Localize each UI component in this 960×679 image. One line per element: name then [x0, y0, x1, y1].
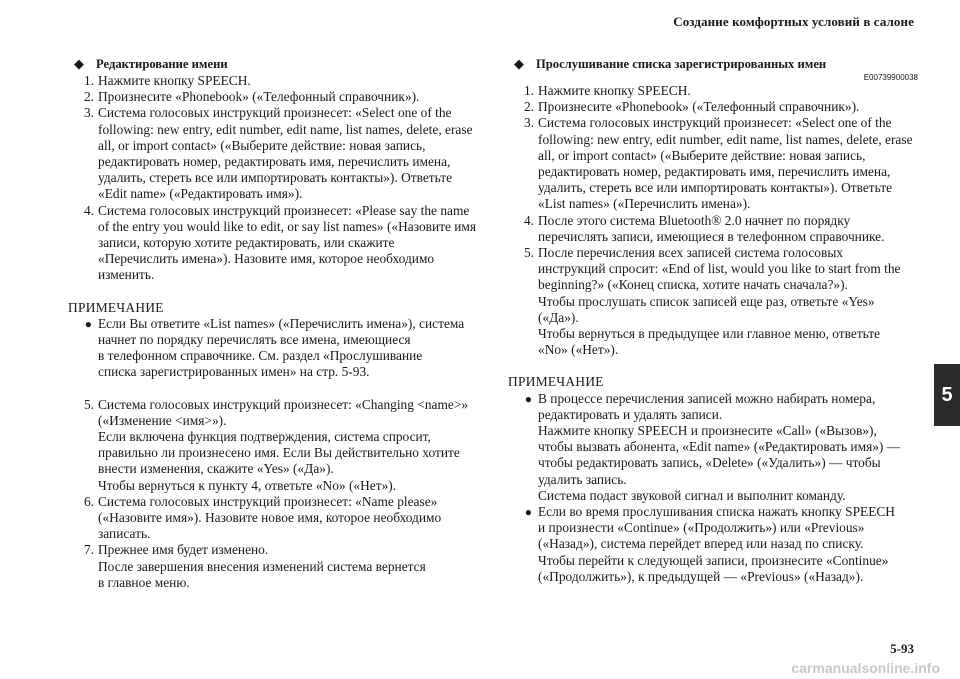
step-text-line: beginning?» («Конец списка, хотите начать сначала?»).: [538, 277, 848, 293]
step-item: [68, 203, 480, 284]
step-text-line: Система голосовых инструкций произнесет: «Select one of the: [98, 105, 452, 121]
note-text-line: списка зарегистрированных имен» на стр. 5-93.: [98, 364, 370, 380]
step-text-line: «List names» («Перечислить имена»).: [538, 196, 751, 212]
step-text-line: «Edit name» («Редактировать имя»).: [98, 186, 303, 202]
step-number: 4.: [523, 212, 534, 228]
list-names-steps: [508, 83, 918, 358]
step-text-line: Нажмите кнопку SPEECH.: [538, 83, 691, 98]
note-text-line: («Назад»), система перейдет вперед или назад по списку.: [538, 536, 864, 552]
step-text-line: редактировать номер, редактировать имя, перечислить имена,: [98, 154, 451, 170]
step-text-line: в главное меню.: [98, 574, 190, 590]
step-text-line: Произнесите «Phonebook» («Телефонный справочник»).: [538, 99, 860, 115]
running-header: Создание комфортных условий в салоне: [673, 14, 914, 29]
step-text-line: записать.: [98, 526, 151, 542]
note-title: ПРИМЕЧАНИЕ: [68, 299, 164, 315]
step-number: 7.: [83, 542, 94, 558]
step-item: [508, 245, 918, 358]
step-text-line: («Назовите имя»). Назовите новое имя, которое необходимо: [98, 510, 442, 526]
step-item: [68, 494, 480, 543]
step-text-line: После перечисления всех записей система голосовых: [538, 245, 844, 261]
step-text-line: of the entry you would like to edit, or say list names» («Назовите имя: [98, 218, 477, 234]
step-text-line: инструкций спросит: «End of list, would you like to start from the: [538, 261, 901, 277]
step-text-line: перечислять записи, имеющиеся в телефонном справочнике.: [538, 228, 885, 244]
step-text-line: «No» («Нет»).: [538, 342, 619, 358]
step-text-line: Система голосовых инструкций произнесет: «Select one of the: [538, 115, 892, 131]
step-item: [68, 542, 480, 591]
step-number: 2.: [83, 89, 94, 105]
step-number: 2.: [523, 99, 534, 115]
step-number: 5.: [523, 245, 534, 261]
step-item: [68, 89, 480, 105]
step-text-line: редактировать номер, редактировать имя, перечислить имена,: [538, 164, 891, 180]
step-number: 1.: [523, 83, 534, 98]
edit-name-steps-continued: [68, 397, 480, 591]
page-number: 5-93: [890, 641, 914, 656]
step-text-line: Произнесите «Phonebook» («Телефонный справочник»).: [98, 89, 420, 105]
step-number: 3.: [523, 115, 534, 131]
step-text-line: правильно ли произнесено имя. Если Вы действительно хотите: [98, 445, 460, 461]
note-text-line: Нажмите кнопку SPEECH и произнесите «Call» («Вызов»),: [538, 423, 877, 439]
step-item: [68, 105, 480, 202]
step-number: 1.: [83, 73, 94, 88]
note-bullet: [68, 316, 480, 381]
watermark: carmanualsonline.info: [791, 660, 940, 676]
right-column: [508, 56, 918, 585]
bullet-dot-icon: ●: [524, 391, 532, 406]
bullet-dot-icon: ●: [524, 505, 532, 520]
note-text-line: В процессе перечисления записей можно набирать номера,: [538, 390, 876, 406]
step-text-line: Чтобы прослушать список записей еще раз, ответьте «Yes»: [538, 293, 875, 309]
step-text-line: Чтобы вернуться в предыдущее или главное меню, ответьте: [538, 326, 881, 342]
step-text-line: Если включена функция подтверждения, система спросит,: [98, 429, 431, 445]
step-text-line: После завершения внесения изменений система вернется: [98, 558, 426, 574]
step-text-line: Система голосовых инструкций произнесет: «Please say the name: [98, 202, 470, 218]
note-bullet: [508, 504, 918, 585]
step-text-line: («Да»).: [538, 309, 579, 325]
note-text-line: чтобы вызвать абонента, «Edit name» («Редактировать имя») —: [538, 439, 901, 455]
step-text-line: удалить, стереть все или импортировать контакты»). Ответьте: [98, 170, 453, 186]
step-text-line: записи, которую хотите редактировать, или скажите: [98, 235, 395, 251]
step-text-line: following: new entry, edit number, edit name, list names, delete, erase: [538, 131, 913, 147]
note-text-line: Если Вы ответите «List names» («Перечислить имена»), система: [98, 315, 465, 331]
step-text-line: изменить.: [98, 267, 155, 283]
step-number: 6.: [83, 493, 94, 509]
edit-name-steps: [68, 73, 480, 284]
step-text-line: Нажмите кнопку SPEECH.: [98, 73, 251, 88]
step-number: 5.: [83, 396, 94, 412]
note-text-line: Если во время прослушивания списка нажать кнопку SPEECH: [538, 504, 895, 520]
left-column: [68, 56, 480, 591]
note-text-line: редактировать и удалять записи.: [538, 406, 723, 422]
diamond-bullet-icon: ◆: [74, 56, 84, 72]
step-text-line: «Перечислить имена»). Назовите имя, которое необходимо: [98, 251, 435, 267]
section-code: E00739900038: [863, 73, 918, 82]
step-text-line: following: new entry, edit number, edit name, list names, delete, erase: [98, 121, 473, 137]
chapter-tab: 5: [934, 364, 960, 426]
note-bullets: [508, 391, 918, 585]
section-title-edit-name: ◆ Редактирование имени: [74, 56, 228, 72]
step-number: 4.: [83, 202, 94, 218]
step-item: [508, 115, 918, 212]
note-text-line: и произнести «Continue» («Продолжить») или «Previous»: [538, 520, 865, 536]
step-text-line: Система голосовых инструкций произнесет: «Changing <name>»: [98, 396, 469, 412]
note-text-line: удалить запись.: [538, 471, 627, 487]
section-title-list-names: ◆ Прослушивание списка зарегистрированных имен: [514, 56, 827, 72]
step-item: [508, 99, 918, 115]
step-text-line: all, or import contact» («Выберите действие: новая запись,: [98, 137, 426, 153]
step-item: [508, 213, 918, 245]
step-item: [68, 397, 480, 494]
note-text-line: Чтобы перейти к следующей записи, произнесите «Continue»: [538, 552, 889, 568]
note-text-line: в телефонном справочнике. См. раздел «Прослушивание: [98, 348, 423, 364]
note-text-line: («Продолжить»), к предыдущей — «Previous» («Назад»).: [538, 568, 864, 584]
step-text-line: внести изменения, скажите «Yes» («Да»).: [98, 461, 334, 477]
step-text-line: После этого система Bluetooth® 2.0 начнет по порядку: [538, 212, 851, 228]
step-text-line: all, or import contact» («Выберите действие: новая запись,: [538, 147, 866, 163]
step-item: [508, 83, 918, 99]
step-number: 3.: [83, 105, 94, 121]
bullet-dot-icon: ●: [84, 316, 92, 331]
step-text-line: («Изменение <имя>»).: [98, 412, 227, 428]
note-title: ПРИМЕЧАНИЕ: [508, 374, 604, 390]
note-text-line: начнет по порядку перечислять все имена, имеющиеся: [98, 332, 411, 348]
step-text-line: Прежнее имя будет изменено.: [98, 542, 269, 558]
step-item: [68, 73, 480, 89]
diamond-bullet-icon: ◆: [514, 56, 524, 72]
note-text-line: Система подаст звуковой сигнал и выполнит команду.: [538, 487, 846, 503]
note-bullet: [508, 391, 918, 504]
step-text-line: Система голосовых инструкций произнесет: «Name please»: [98, 493, 438, 509]
step-text-line: удалить, стереть все или импортировать контакты»). Ответьте: [538, 180, 893, 196]
note-text-line: чтобы редактировать запись, «Delete» («Удалить») — чтобы: [538, 455, 881, 471]
step-text-line: Чтобы вернуться к пункту 4, ответьте «No» («Нет»).: [98, 477, 397, 493]
